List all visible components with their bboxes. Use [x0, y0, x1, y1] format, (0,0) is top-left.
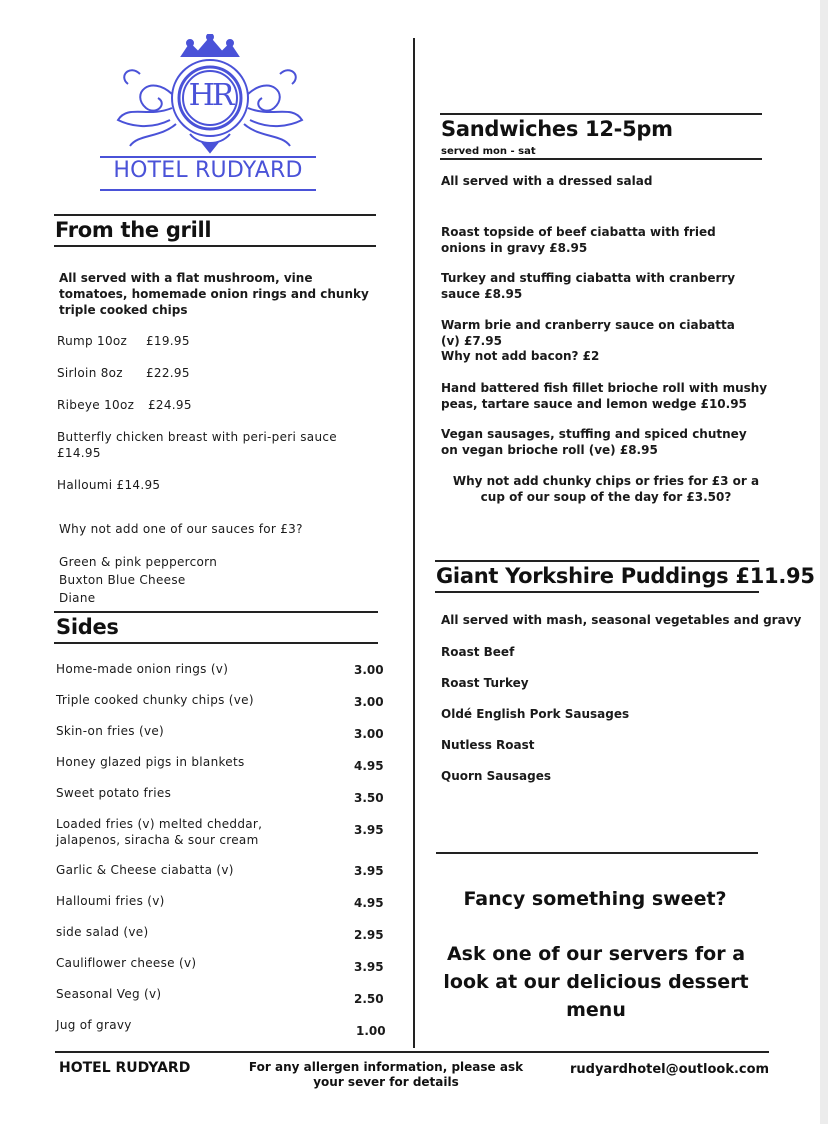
side-name: Garlic & Cheese ciabatta (v) — [56, 863, 234, 877]
yorkshire-item: Quorn Sausages — [441, 769, 552, 783]
footer-name: HOTEL RUDYARD — [59, 1060, 191, 1076]
yorkshire-title: Giant Yorkshire Puddings £11.95 — [436, 564, 815, 588]
yorkshire-item: Roast Turkey — [441, 676, 529, 690]
yorkshire-item: Oldé English Pork Sausages — [441, 707, 630, 721]
logo-monogram: HR — [188, 78, 232, 113]
sandwich-title: Sandwiches 12-5pm — [441, 117, 673, 141]
yorkshire-item: Roast Beef — [441, 645, 515, 659]
sandwich-subtitle: served mon - sat — [441, 146, 536, 157]
sauce-item: Diane — [59, 591, 96, 605]
dessert-rule — [436, 852, 758, 854]
side-price: 1.00 — [356, 1024, 386, 1038]
side-name: side salad (ve) — [56, 925, 149, 939]
grill-rule-bottom — [54, 245, 376, 247]
steak-name: Sirloin 8oz — [57, 366, 123, 380]
dessert-line: Ask one of our servers for a look at our delicious dessert menu — [443, 943, 749, 1021]
yorkshire-item: Nutless Roast — [441, 738, 535, 752]
sandwich-item: Turkey and stuffing ciabatta with cranberry sauce £8.95 — [441, 271, 736, 301]
side-name: Triple cooked chunky chips (ve) — [56, 693, 254, 707]
column-divider — [413, 38, 415, 1048]
steak-name: Rump 10oz — [57, 334, 128, 348]
side-name: Cauliflower cheese (v) — [56, 956, 197, 970]
grill-title: From the grill — [55, 218, 212, 242]
footer-rule — [55, 1051, 769, 1053]
side-price: 4.95 — [354, 759, 384, 773]
sides-rule-top — [54, 611, 378, 613]
steak-price: £19.95 — [146, 334, 190, 348]
side-name: Loaded fries (v) melted cheddar, jalapenos, siracha & sour cream — [56, 817, 263, 847]
sauce-prompt: Why not add one of our sauces for £3? — [59, 522, 303, 536]
footer-email[interactable]: rudyardhotel@outlook.com — [570, 1062, 770, 1077]
sauce-item: Buxton Blue Cheese — [59, 573, 186, 587]
side-price: 3.50 — [354, 791, 384, 805]
side-name: Home-made onion rings (v) — [56, 662, 229, 676]
side-name: Seasonal Veg (v) — [56, 987, 162, 1001]
halloumi-item: Halloumi £14.95 — [57, 478, 161, 492]
chicken-item: Butterfly chicken breast with peri-peri sauce £14.95 — [57, 430, 337, 460]
side-price: 4.95 — [354, 896, 384, 910]
logo-name: HOTEL RUDYARD — [113, 158, 303, 183]
grill-rule-top — [54, 214, 376, 216]
logo-rule-bottom — [100, 189, 316, 191]
side-name: Halloumi fries (v) — [56, 894, 165, 908]
yorkshire-rule-top — [435, 560, 759, 562]
grill-intro: All served with a flat mushroom, vine tomatoes, homemade onion rings and chunky triple cooked chips — [59, 271, 369, 317]
footer-allergen: For any allergen information, please ask your sever for details — [248, 1060, 524, 1089]
sides-rule-bottom — [54, 642, 378, 644]
sandwich-rule-top — [440, 113, 762, 115]
dessert-heading: Fancy something sweet? — [463, 888, 727, 910]
sauce-item: Green & pink peppercorn — [59, 555, 218, 569]
side-price: 3.00 — [354, 727, 384, 741]
side-price: 3.95 — [354, 960, 384, 974]
side-price: 3.95 — [354, 864, 384, 878]
side-price: 2.50 — [354, 992, 384, 1006]
yorkshire-intro: All served with mash, seasonal vegetables and gravy — [441, 613, 802, 627]
yorkshire-rule-bottom — [435, 591, 759, 593]
side-name: Jug of gravy — [56, 1018, 132, 1032]
side-price: 2.95 — [354, 928, 384, 942]
sandwich-item: Hand battered fish fillet brioche roll with mushy peas, tartare sauce and lemon wedge £10.95 — [441, 381, 768, 411]
page-edge — [820, 0, 828, 1124]
side-price: 3.00 — [354, 695, 384, 709]
steak-price: £22.95 — [146, 366, 190, 380]
side-name: Skin-on fries (ve) — [56, 724, 165, 738]
steak-name: Ribeye 10oz — [57, 398, 135, 412]
sides-title: Sides — [56, 615, 119, 639]
sandwich-item: Warm brie and cranberry sauce on ciabatta (v) £7.95 — [441, 318, 735, 348]
sandwich-addon: Why not add chunky chips or fries for £3 or a cup of our soup of the day for £3.50? — [452, 474, 760, 504]
sandwich-item: Roast topside of beef ciabatta with fried onions in gravy £8.95 — [441, 225, 716, 255]
side-price: 3.95 — [354, 823, 384, 837]
sandwich-rule-bottom — [440, 158, 762, 160]
sandwich-item: Vegan sausages, stuffing and spiced chutney on vegan brioche roll (ve) £8.95 — [441, 427, 747, 457]
steak-price: £24.95 — [148, 398, 192, 412]
sandwich-intro: All served with a dressed salad — [441, 174, 653, 188]
sandwich-addon-bacon: Why not add bacon? £2 — [441, 349, 600, 363]
side-name: Honey glazed pigs in blankets — [56, 755, 245, 769]
side-name: Sweet potato fries — [56, 786, 172, 800]
side-price: 3.00 — [354, 663, 384, 677]
